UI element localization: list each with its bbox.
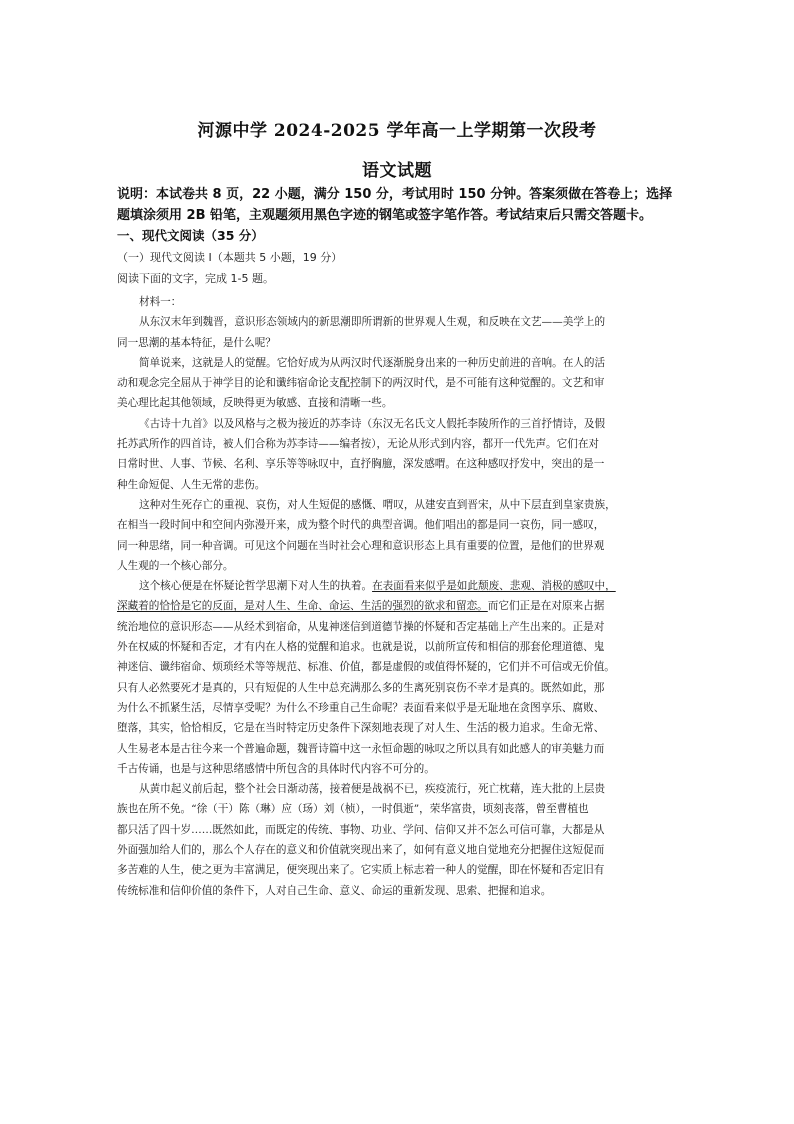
passage-line: 从东汉末年到魏晋，意识形态领域内的新思潮即所谓新的世界观人生观，和反映在文艺——美学上的	[139, 316, 606, 329]
paragraph	[117, 353, 679, 414]
passage-line: 多苦难的人生，使之更为丰富满足，便突现出来了。它实质上标志着一种人的觉醒，即在怀疑和否定旧有	[117, 864, 605, 877]
underlined-sentence: 在表面看来似乎是如此颓废、悲观、消极的感叹中，	[372, 580, 616, 593]
passage-line: 这种对生死存亡的重视、哀伤，对人生短促的感慨、喟叹，从建安直到晋宋，从中下层直到皇家贵族，	[139, 498, 616, 511]
reading-directive: 阅读下面的文字，完成 1-5 题。	[117, 272, 274, 285]
passage-line: 动和观念完全屈从于神学目的论和谶纬宿命论支配控制下的两汉时代，是不可能有这种觉醒的。文艺和审	[117, 377, 605, 390]
passage-line: 族也在所不免。“徐（干）陈（琳）应（玚）刘（桢），一时俱逝”，荣华富贵，顷刻丧落，曾至曹植也	[117, 803, 589, 816]
passage-line: 种生命短促、人生无常的悲伤。	[117, 478, 266, 491]
passage-line: 外面强加给人们的，那么个人存在的意义和价值就突现出来了，如何有意义地自觉地充分把握住这短促而	[117, 844, 605, 857]
passage-line: 在相当一段时间中和空间内弥漫开来，成为整个时代的典型音调。他们唱出的都是同一哀伤，同一感叹，	[117, 519, 605, 532]
paragraph	[117, 495, 679, 576]
passage-line	[117, 596, 679, 616]
passage-line: 传统标准和信仰价值的条件下，人对自己生命、意义、命运的重新发现、思索、把握和追求。	[117, 884, 552, 897]
exam-subtitle: 语文试题	[362, 161, 432, 181]
instructions-line: 题填涂须用 2B 铅笔，主观题须用黑色字迹的钢笔或签字笔作答。考试结束后只需交答题卡。	[117, 208, 653, 223]
reading-passage	[117, 292, 679, 901]
passage-text: 而它们正是在对原来占据	[487, 600, 605, 613]
passage-line: 托苏武所作的四首诗，被人们合称为苏李诗——编者按），无论从形式到内容，都开一代先声。它们在对	[117, 438, 600, 451]
passage-line: 堕落，其实，恰恰相反，它是在当时特定历史条件下深刻地表现了对人生、生活的极力追求。生命无常、	[117, 722, 605, 735]
section-heading: 一、现代文阅读（35 分）	[117, 228, 264, 243]
passage-line: 从黄巾起义前后起，整个社会日渐动荡，接着便是战祸不已，疾疫流行，死亡枕藉，连大批的上层贵	[139, 783, 606, 796]
passage-line: 千古传诵，也是与这种思绪感情中所包含的具体时代内容不可分的。	[117, 762, 435, 775]
sub-section-heading: （一）现代文阅读 I（本题共 5 小题，19 分）	[117, 251, 343, 264]
passage-line: 都只活了四十岁……既然如此，而既定的传统、事物、功业、学问、信仰又并不怎么可信可靠，大都是从	[117, 823, 605, 836]
passage-line	[117, 576, 679, 596]
paragraph	[117, 576, 679, 779]
passage-line: 外在权威的怀疑和否定，才有内在人格的觉醒和追求。也就是说，以前所宣传和相信的那套伦理道德、鬼	[117, 641, 605, 654]
passage-line: 日常时世、人事、节候、名利、享乐等等咏叹中，直抒胸臆，深发感喟。在这种感叹抒发中，突出的是一	[117, 458, 605, 471]
underlined-sentence: 深藏着的恰恰是它的反面，是对人生、生命、命运、生活的强烈的欲求和留恋。	[117, 600, 488, 613]
paragraph	[117, 779, 679, 901]
exam-instructions	[117, 184, 679, 226]
passage-line: 人生观的一个核心部分。	[117, 559, 234, 572]
passage-line: 神迷信、谶纬宿命、烦琐经术等等规范、标准、价值，都是虚假的或值得怀疑的，它们并不可信或无价值。	[117, 661, 615, 674]
instructions-line: 说明：本试卷共 8 页，22 小题，满分 150 分，考试用时 150 分钟。答案须做在答卷上；选择	[117, 187, 673, 202]
paragraph	[117, 414, 679, 495]
material-label: 材料一：	[139, 296, 182, 308]
passage-line: 只有人必然要死才是真的，只有短促的人生中总充满那么多的生离死别哀伤不幸才是真的。既然如此，那	[117, 681, 605, 694]
passage-text: 这个核心便是在怀疑论哲学思潮下对人生的执着。	[139, 580, 373, 593]
passage-line: 简单说来，这就是人的觉醒。它恰好成为从两汉时代逐渐脱身出来的一种历史前进的音响。在人的活	[139, 356, 606, 369]
passage-line: 美心理比起其他领域，反映得更为敏感、直接和清晰一些。	[117, 397, 393, 410]
passage-line: 为什么不抓紧生活，尽情享受呢？为什么不珍重自己生命呢？表面看来似乎是无耻地在贪图享乐、腐败、	[117, 701, 605, 714]
paragraph	[117, 312, 679, 353]
passage-line: 人生易老本是古往今来一个普遍命题，魏晋诗篇中这一永恒命题的咏叹之所以具有如此感人的审美魅力而	[117, 742, 605, 755]
exam-title: 河源中学 2024-2025 学年高一上学期第一次段考	[197, 121, 597, 141]
passage-line: 同一种思绪，同一种音调。可见这个问题在当时社会心理和意识形态上具有重要的位置，是他们的世界观	[117, 539, 605, 552]
passage-line: 统治地位的意识形态——从经术到宿命，从鬼神迷信到道德节操的怀疑和否定基础上产生出来的。正是对	[117, 620, 605, 633]
passage-line: 同一思潮的基本特征，是什么呢？	[117, 336, 276, 349]
passage-line: 《古诗十九首》以及风格与之极为接近的苏李诗（东汉无名氏文人假托李陵所作的三首抒情诗，及假	[139, 417, 606, 430]
